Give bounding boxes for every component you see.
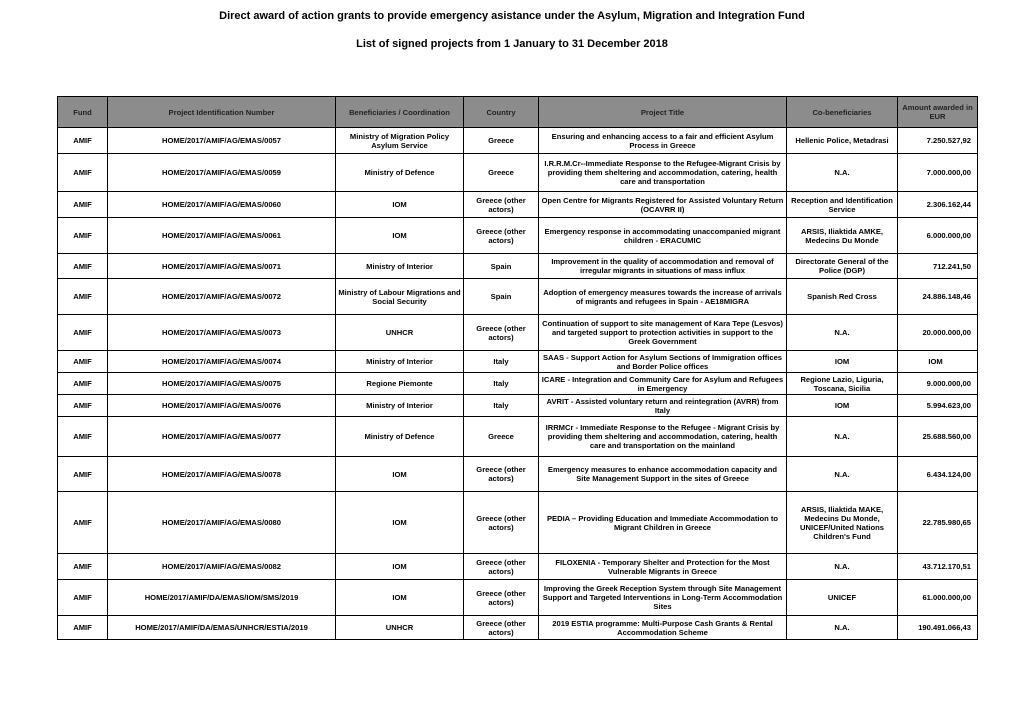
- cell-co-beneficiaries: ARSIS, Iliaktida MAKE, Medecins Du Monde, UNICEF/United Nations Children's Fund: [787, 492, 898, 554]
- cell-fund: AMIF: [58, 417, 108, 457]
- cell-project-title: FILOXENIA - Temporary Shelter and Protection for the Most Vulnerable Migrants in Greece: [539, 554, 787, 580]
- cell-beneficiary: Ministry of Labour Migrations and Social Security: [336, 279, 464, 315]
- cell-project-title: Continuation of support to site management of Kara Tepe (Lesvos) and targeted support to protection activities in support to the Greek Government: [539, 315, 787, 351]
- table-row: [58, 417, 978, 457]
- table-row: [58, 457, 978, 492]
- cell-co-beneficiaries: UNICEF: [787, 580, 898, 616]
- cell-project-id: HOME/2017/AMIF/AG/EMAS/0078: [108, 457, 336, 492]
- cell-amount: 6.000.000,00: [898, 218, 978, 254]
- cell-country: Greece (other actors): [464, 457, 539, 492]
- cell-beneficiary: UNHCR: [336, 616, 464, 640]
- cell-project-id: HOME/2017/AMIF/AG/EMAS/0059: [108, 154, 336, 192]
- table-row: [58, 154, 978, 192]
- cell-project-id: HOME/2017/AMIF/AG/EMAS/0060: [108, 192, 336, 218]
- cell-project-title: Improvement in the quality of accommodation and removal of irregular migrants in situations of mass influx: [539, 254, 787, 279]
- cell-project-title: 2019 ESTIA programme: Multi-Purpose Cash Grants & Rental Accommodation Scheme: [539, 616, 787, 640]
- table-row: [58, 492, 978, 554]
- cell-fund: AMIF: [58, 554, 108, 580]
- cell-co-beneficiaries: N.A.: [787, 554, 898, 580]
- cell-project-title: Improving the Greek Reception System through Site Management Support and Targeted Interventions in Long-Term Accommodation Sites: [539, 580, 787, 616]
- cell-beneficiary: Ministry of Interior: [336, 254, 464, 279]
- column-header-amount: Amount awarded in EUR: [898, 97, 978, 128]
- projects-table: [57, 96, 978, 640]
- column-header-country: Country: [464, 97, 539, 128]
- cell-fund: AMIF: [58, 279, 108, 315]
- cell-beneficiary: UNHCR: [336, 315, 464, 351]
- cell-amount: 712.241,50: [898, 254, 978, 279]
- cell-co-beneficiaries: N.A.: [787, 417, 898, 457]
- cell-project-id: HOME/2017/AMIF/AG/EMAS/0080: [108, 492, 336, 554]
- cell-amount: 25.688.560,00: [898, 417, 978, 457]
- cell-country: Greece: [464, 128, 539, 154]
- table-row: [58, 580, 978, 616]
- cell-project-id: HOME/2017/AMIF/AG/EMAS/0061: [108, 218, 336, 254]
- cell-project-title: AVRIT - Assisted voluntary return and reintegration (AVRR) from Italy: [539, 395, 787, 417]
- table-row: [58, 373, 978, 395]
- cell-fund: AMIF: [58, 373, 108, 395]
- cell-amount: 43.712.170,51: [898, 554, 978, 580]
- table-row: [58, 395, 978, 417]
- cell-project-title: ICARE - Integration and Community Care for Asylum and Refugees in Emergency: [539, 373, 787, 395]
- cell-fund: AMIF: [58, 192, 108, 218]
- cell-beneficiary: IOM: [336, 192, 464, 218]
- cell-co-beneficiaries: IOM: [787, 395, 898, 417]
- cell-amount: 7.000.000,00: [898, 154, 978, 192]
- cell-co-beneficiaries: N.A.: [787, 457, 898, 492]
- cell-beneficiary: Ministry of Defence: [336, 417, 464, 457]
- cell-fund: AMIF: [58, 580, 108, 616]
- table-row: [58, 128, 978, 154]
- table-row: [58, 218, 978, 254]
- cell-co-beneficiaries: Reception and Identification Service: [787, 192, 898, 218]
- cell-project-title: I.R.R.M.Cr--Immediate Response to the Refugee-Migrant Crisis by providing them sheltering and accommodation, catering, health care and transportation: [539, 154, 787, 192]
- cell-country: Greece (other actors): [464, 616, 539, 640]
- cell-project-title: Emergency response in accommodating unaccompanied migrant children - ERACUMIC: [539, 218, 787, 254]
- cell-beneficiary: IOM: [336, 580, 464, 616]
- cell-fund: AMIF: [58, 128, 108, 154]
- cell-project-id: HOME/2017/AMIF/AG/EMAS/0075: [108, 373, 336, 395]
- cell-country: Greece: [464, 417, 539, 457]
- cell-co-beneficiaries: ARSIS, Iliaktida AMKE, Medecins Du Monde: [787, 218, 898, 254]
- cell-amount: 6.434.124,00: [898, 457, 978, 492]
- cell-project-title: Ensuring and enhancing access to a fair and efficient Asylum Process in Greece: [539, 128, 787, 154]
- cell-amount: 22.785.980,65: [898, 492, 978, 554]
- cell-amount: 9.000.000,00: [898, 373, 978, 395]
- cell-co-beneficiaries: Regione Lazio, Liguria, Toscana, Sicilia: [787, 373, 898, 395]
- cell-fund: AMIF: [58, 218, 108, 254]
- table-row: [58, 192, 978, 218]
- cell-beneficiary: IOM: [336, 218, 464, 254]
- cell-amount: 20.000.000,00: [898, 315, 978, 351]
- cell-country: Italy: [464, 395, 539, 417]
- column-header-fund: Fund: [58, 97, 108, 128]
- cell-country: Greece (other actors): [464, 218, 539, 254]
- cell-amount: IOM: [898, 351, 978, 373]
- cell-co-beneficiaries: N.A.: [787, 616, 898, 640]
- cell-project-title: Adoption of emergency measures towards the increase of arrivals of migrants and refugees in Spain - AE18MIGRA: [539, 279, 787, 315]
- cell-fund: AMIF: [58, 351, 108, 373]
- cell-project-id: HOME/2017/AMIF/AG/EMAS/0073: [108, 315, 336, 351]
- cell-project-title: Open Centre for Migrants Registered for Assisted Voluntary Return (OCAVRR II): [539, 192, 787, 218]
- cell-co-beneficiaries: N.A.: [787, 315, 898, 351]
- cell-co-beneficiaries: Directorate General of the Police (DGP): [787, 254, 898, 279]
- cell-project-id: HOME/2017/AMIF/DA/EMAS/IOM/SMS/2019: [108, 580, 336, 616]
- document-subtitle: List of signed projects from 1 January to 31 December 2018: [356, 38, 668, 50]
- table-row: [58, 254, 978, 279]
- cell-co-beneficiaries: N.A.: [787, 154, 898, 192]
- column-header-beneficiaries: Beneficiaries / Coordination: [336, 97, 464, 128]
- cell-fund: AMIF: [58, 492, 108, 554]
- table-row: [58, 616, 978, 640]
- cell-amount: 7.250.527,92: [898, 128, 978, 154]
- cell-fund: AMIF: [58, 154, 108, 192]
- cell-fund: AMIF: [58, 616, 108, 640]
- table-row: [58, 554, 978, 580]
- cell-country: Italy: [464, 351, 539, 373]
- table-row: [58, 315, 978, 351]
- cell-project-id: HOME/2017/AMIF/AG/EMAS/0071: [108, 254, 336, 279]
- cell-co-beneficiaries: Hellenic Police, Metadrasi: [787, 128, 898, 154]
- cell-country: Greece (other actors): [464, 192, 539, 218]
- cell-beneficiary: Regione Piemonte: [336, 373, 464, 395]
- table-row: [58, 279, 978, 315]
- cell-project-title: IRRMCr - Immediate Response to the Refugee - Migrant Crisis by providing them sheltering and accommodation, catering, health care and transportation on the mainland: [539, 417, 787, 457]
- table-header-row: [58, 97, 978, 128]
- cell-amount: 5.994.623,00: [898, 395, 978, 417]
- cell-country: Greece (other actors): [464, 492, 539, 554]
- cell-project-title: Emergency measures to enhance accommodation capacity and Site Management Support in the sites of Greece: [539, 457, 787, 492]
- cell-fund: AMIF: [58, 254, 108, 279]
- cell-project-id: HOME/2017/AMIF/DA/EMAS/UNHCR/ESTIA/2019: [108, 616, 336, 640]
- cell-beneficiary: Ministry of Interior: [336, 395, 464, 417]
- cell-beneficiary: Ministry of Defence: [336, 154, 464, 192]
- cell-beneficiary: IOM: [336, 457, 464, 492]
- cell-fund: AMIF: [58, 315, 108, 351]
- cell-project-id: HOME/2017/AMIF/AG/EMAS/0076: [108, 395, 336, 417]
- column-header-project-title: Project Title: [539, 97, 787, 128]
- cell-co-beneficiaries: Spanish Red Cross: [787, 279, 898, 315]
- document-title: Direct award of action grants to provide emergency asistance under the Asylum, Migration and Integration Fund: [219, 10, 805, 22]
- column-header-co-beneficiaries: Co-beneficiaries: [787, 97, 898, 128]
- cell-beneficiary: Ministry of Migration Policy Asylum Service: [336, 128, 464, 154]
- cell-fund: AMIF: [58, 395, 108, 417]
- cell-fund: AMIF: [58, 457, 108, 492]
- cell-project-id: HOME/2017/AMIF/AG/EMAS/0082: [108, 554, 336, 580]
- cell-co-beneficiaries: IOM: [787, 351, 898, 373]
- table-row: [58, 351, 978, 373]
- cell-country: Greece: [464, 154, 539, 192]
- cell-project-id: HOME/2017/AMIF/AG/EMAS/0057: [108, 128, 336, 154]
- cell-amount: 61.000.000,00: [898, 580, 978, 616]
- cell-country: Greece (other actors): [464, 580, 539, 616]
- cell-country: Greece (other actors): [464, 315, 539, 351]
- column-header-project-id: Project Identification Number: [108, 97, 336, 128]
- cell-country: Italy: [464, 373, 539, 395]
- cell-project-id: HOME/2017/AMIF/AG/EMAS/0077: [108, 417, 336, 457]
- cell-country: Spain: [464, 254, 539, 279]
- cell-project-id: HOME/2017/AMIF/AG/EMAS/0074: [108, 351, 336, 373]
- cell-project-title: PEDIA – Providing Education and Immediate Accommodation to Migrant Children in Greece: [539, 492, 787, 554]
- cell-project-title: SAAS - Support Action for Asylum Sections of Immigration offices and Border Police offices: [539, 351, 787, 373]
- cell-project-id: HOME/2017/AMIF/AG/EMAS/0072: [108, 279, 336, 315]
- cell-amount: 24.886.148,46: [898, 279, 978, 315]
- cell-country: Spain: [464, 279, 539, 315]
- cell-amount: 190.491.066,43: [898, 616, 978, 640]
- cell-beneficiary: IOM: [336, 554, 464, 580]
- cell-amount: 2.306.162,44: [898, 192, 978, 218]
- cell-beneficiary: Ministry of Interior: [336, 351, 464, 373]
- cell-beneficiary: IOM: [336, 492, 464, 554]
- cell-country: Greece (other actors): [464, 554, 539, 580]
